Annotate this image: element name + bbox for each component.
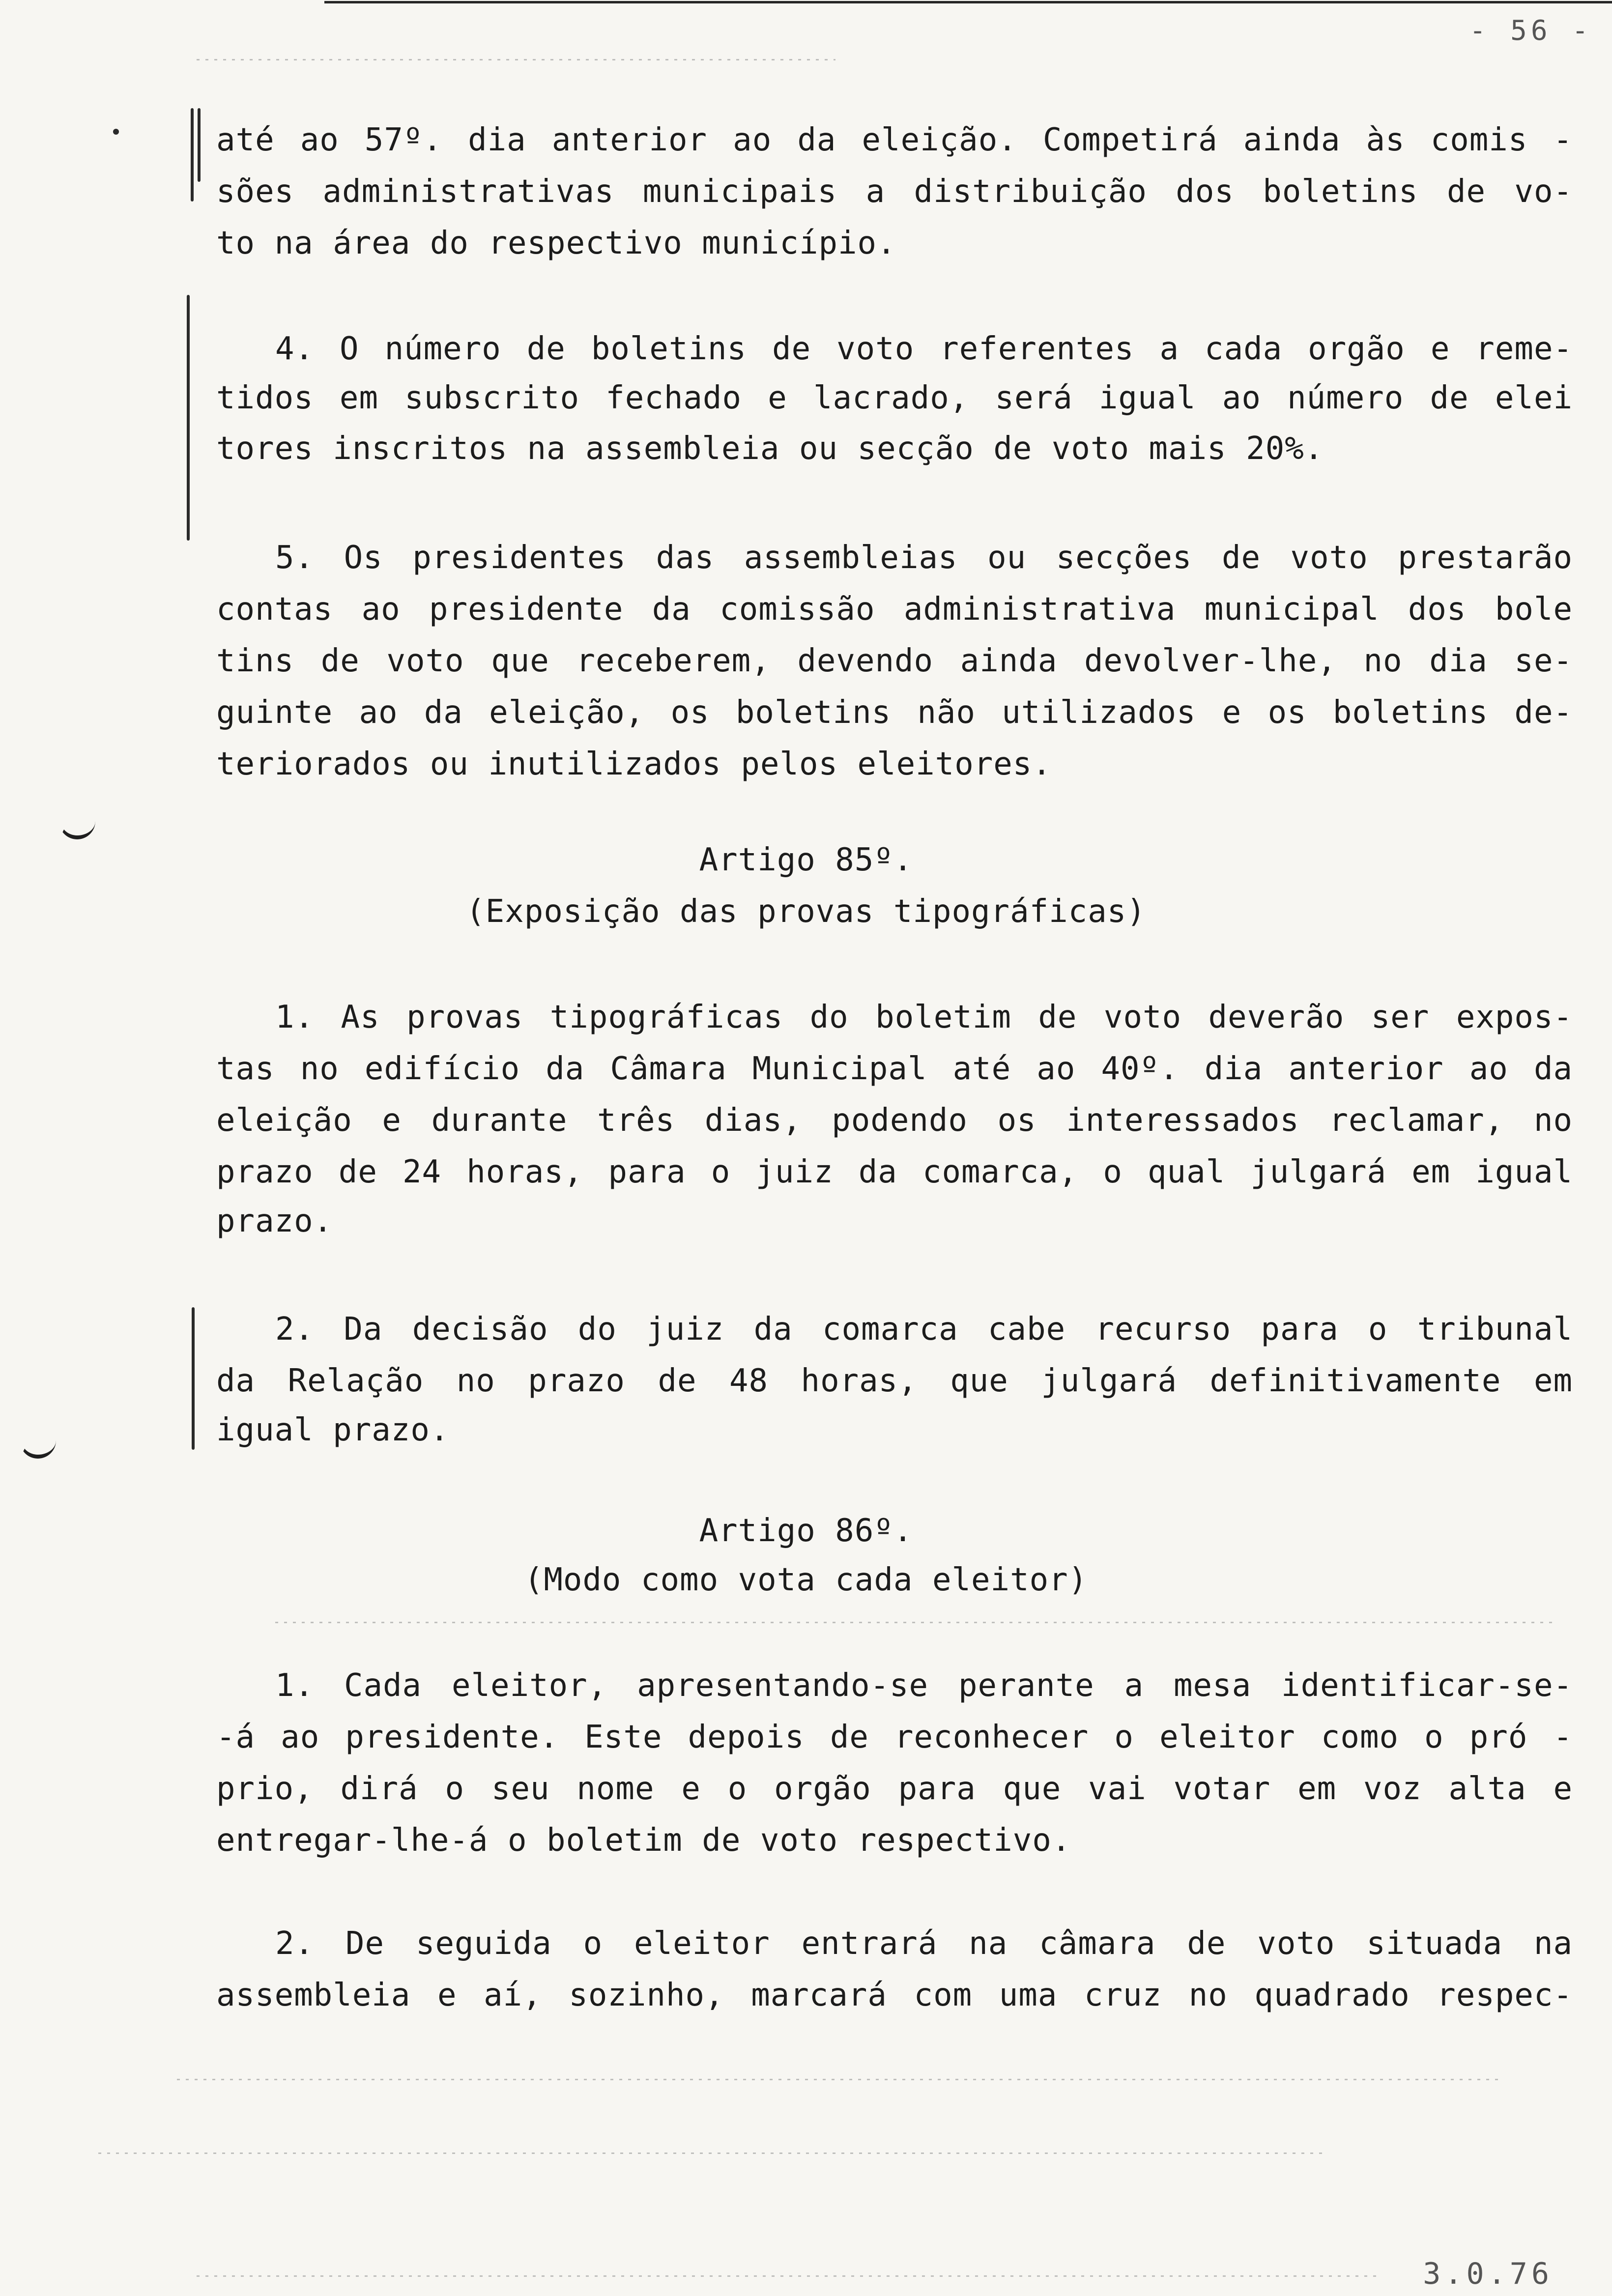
- text-line: prazo de 24 horas, para o juiz da comarca, o qual julgará em igual: [216, 1154, 1573, 1190]
- article-heading: Artigo 86º.: [699, 1513, 913, 1549]
- text-line: 2. Da decisão do juiz da comarca cabe recurso para o tribunal: [275, 1311, 1573, 1348]
- top-rule: [324, 1, 1612, 3]
- article-heading: Artigo 85º.: [699, 842, 913, 878]
- footer-mark: 3.0.76: [1423, 2257, 1553, 2291]
- margin-mark-bar: [198, 108, 201, 182]
- text-line: 2. De seguida o eleitor entrará na câmara de voto situada na: [275, 1925, 1573, 1962]
- margin-mark-bar: [192, 1307, 195, 1450]
- text-line: prazo.: [216, 1203, 333, 1239]
- text-line: 1. Cada eleitor, apresentando-se perante a mesa identificar-se-: [275, 1667, 1573, 1704]
- scan-noise: [177, 2079, 1504, 2080]
- margin-dot: [113, 129, 119, 135]
- text-line: prio, dirá o seu nome e o orgão para que vai votar em voz alta e: [216, 1771, 1573, 1807]
- text-line: eleição e durante três dias, podendo os interessados reclamar, no: [216, 1102, 1573, 1139]
- text-line: contas ao presidente da comissão administrativa municipal dos bole: [216, 591, 1573, 628]
- scan-noise: [98, 2152, 1327, 2154]
- text-line: entregar-lhe-á o boletim de voto respectivo.: [216, 1822, 1071, 1859]
- text-line: da Relação no prazo de 48 horas, que julgará definitivamente em: [216, 1363, 1573, 1399]
- scan-noise: [197, 59, 835, 60]
- text-line: teriorados ou inutilizados pelos eleitores.: [216, 746, 1052, 782]
- scan-noise: [275, 1622, 1553, 1623]
- text-line: guinte ao da eleição, os boletins não utilizados e os boletins de-: [216, 694, 1573, 731]
- margin-mark-bar: [187, 295, 190, 541]
- text-line: tidos em subscrito fechado e lacrado, será igual ao número de elei: [216, 380, 1573, 416]
- text-line: to na área do respectivo município.: [216, 225, 896, 261]
- text-line: 5. Os presidentes das assembleias ou secções de voto prestarão: [275, 540, 1573, 576]
- text-line: tins de voto que receberem, devendo ainda devolver-lhe, no dia se-: [216, 643, 1573, 679]
- text-line: tores inscritos na assembleia ou secção de voto mais 20%.: [216, 430, 1324, 467]
- text-line: até ao 57º. dia anterior ao da eleição. Competirá ainda às comis -: [216, 122, 1573, 158]
- text-line: -á ao presidente. Este depois de reconhecer o eleitor como o pró -: [216, 1719, 1573, 1755]
- article-subheading: (Modo como vota cada eleitor): [524, 1562, 1088, 1598]
- text-line: igual prazo.: [216, 1412, 450, 1448]
- article-subheading: (Exposição das provas tipográficas): [466, 893, 1146, 930]
- margin-check-mark: [20, 1435, 56, 1459]
- text-line: tas no edifício da Câmara Municipal até ao 40º. dia anterior ao da: [216, 1051, 1573, 1087]
- margin-check-mark: [59, 816, 95, 839]
- margin-mark-bar: [191, 108, 194, 201]
- text-line: sões administrativas municipais a distribuição dos boletins de vo-: [216, 173, 1573, 210]
- page-number: - 56 -: [1469, 15, 1592, 47]
- scan-noise: [197, 2275, 1376, 2277]
- text-line: 1. As provas tipográficas do boletim de voto deverão ser expos-: [275, 999, 1573, 1035]
- text-line: 4. O número de boletins de voto referentes a cada orgão e reme-: [275, 331, 1573, 367]
- text-line: assembleia e aí, sozinho, marcará com uma cruz no quadrado respec-: [216, 1977, 1573, 2013]
